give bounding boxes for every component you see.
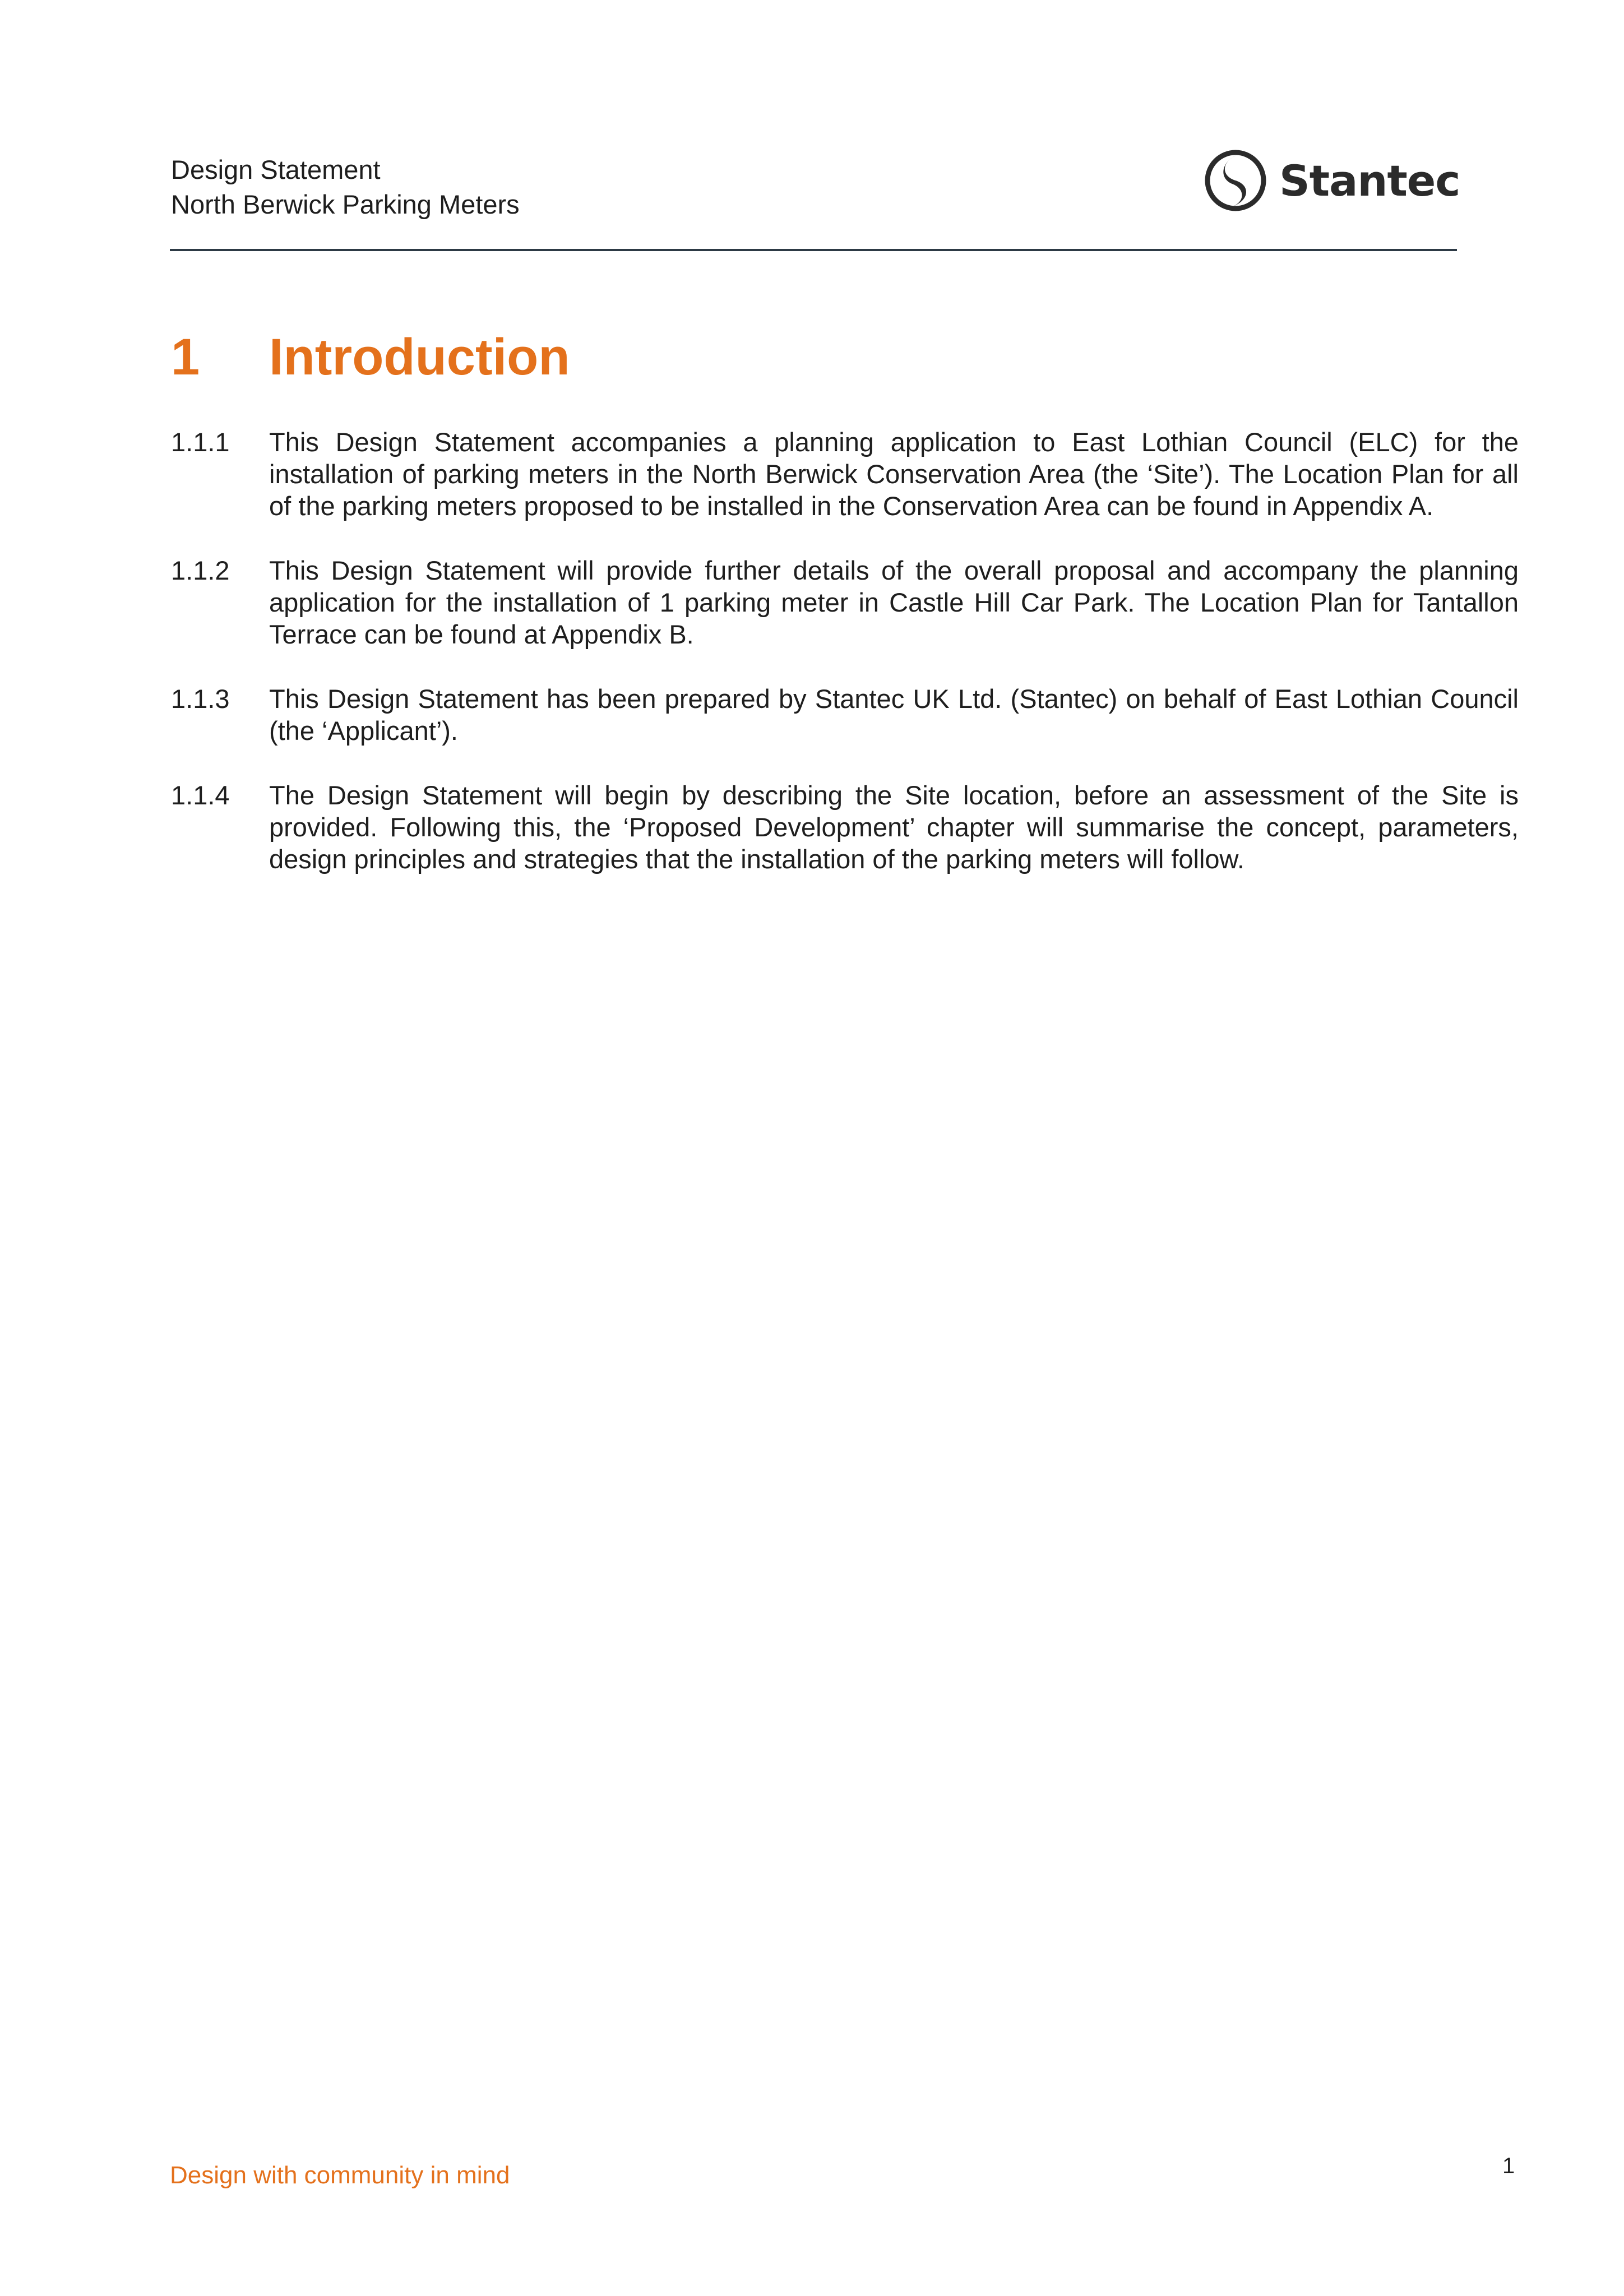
stantec-mark-icon [1204, 149, 1267, 212]
header-title: Design Statement [171, 155, 381, 184]
paragraph-number: 1.1.2 [171, 556, 230, 585]
paragraph [171, 683, 1519, 747]
section-title: Introduction [269, 328, 570, 386]
footer-tagline: Design with community in mind [170, 2161, 510, 2189]
stantec-logo [1204, 147, 1460, 214]
header-divider [170, 249, 1457, 251]
paragraph-number: 1.1.1 [171, 427, 230, 457]
section-number: 1 [171, 328, 200, 386]
paragraph [171, 779, 1519, 875]
header-subtitle: North Berwick Parking Meters [171, 189, 520, 219]
paragraph [171, 554, 1519, 650]
paragraph-text: This Design Statement has been prepared by Stantec UK Ltd. (Stantec) on behalf of East Lothian Council (the ‘Applicant’). [269, 684, 1519, 746]
paragraph-number: 1.1.4 [171, 780, 230, 810]
paragraph-number: 1.1.3 [171, 684, 230, 714]
paragraph-text: This Design Statement will provide further details of the overall proposal and accompany the planning application for the installation of 1 parking meter in Castle Hill Car Park. The Location Plan for Tantallon Terrace can be found at Appendix B. [269, 556, 1519, 649]
logo-wordmark: Stantec [1279, 155, 1460, 206]
section-heading [171, 328, 570, 387]
paragraph-text: The Design Statement will begin by describing the Site location, before an assessment of the Site is provided. Following this, the ‘Proposed Development’ chapter will summarise the concept, parameters, design principles and strategies that the installation of the parking meters will follow. [269, 780, 1519, 874]
paragraph [171, 426, 1519, 522]
document-header [171, 152, 520, 222]
paragraph-text: This Design Statement accompanies a planning application to East Lothian Council (ELC) for the installation of parking meters in the North Berwick Conservation Area (the ‘Site’). The Location Plan for all of the parking meters proposed to be installed in the Conservation Area can be found in Appendix A. [269, 427, 1519, 521]
body-paragraphs [171, 426, 1519, 908]
page-number: 1 [1502, 2154, 1515, 2178]
